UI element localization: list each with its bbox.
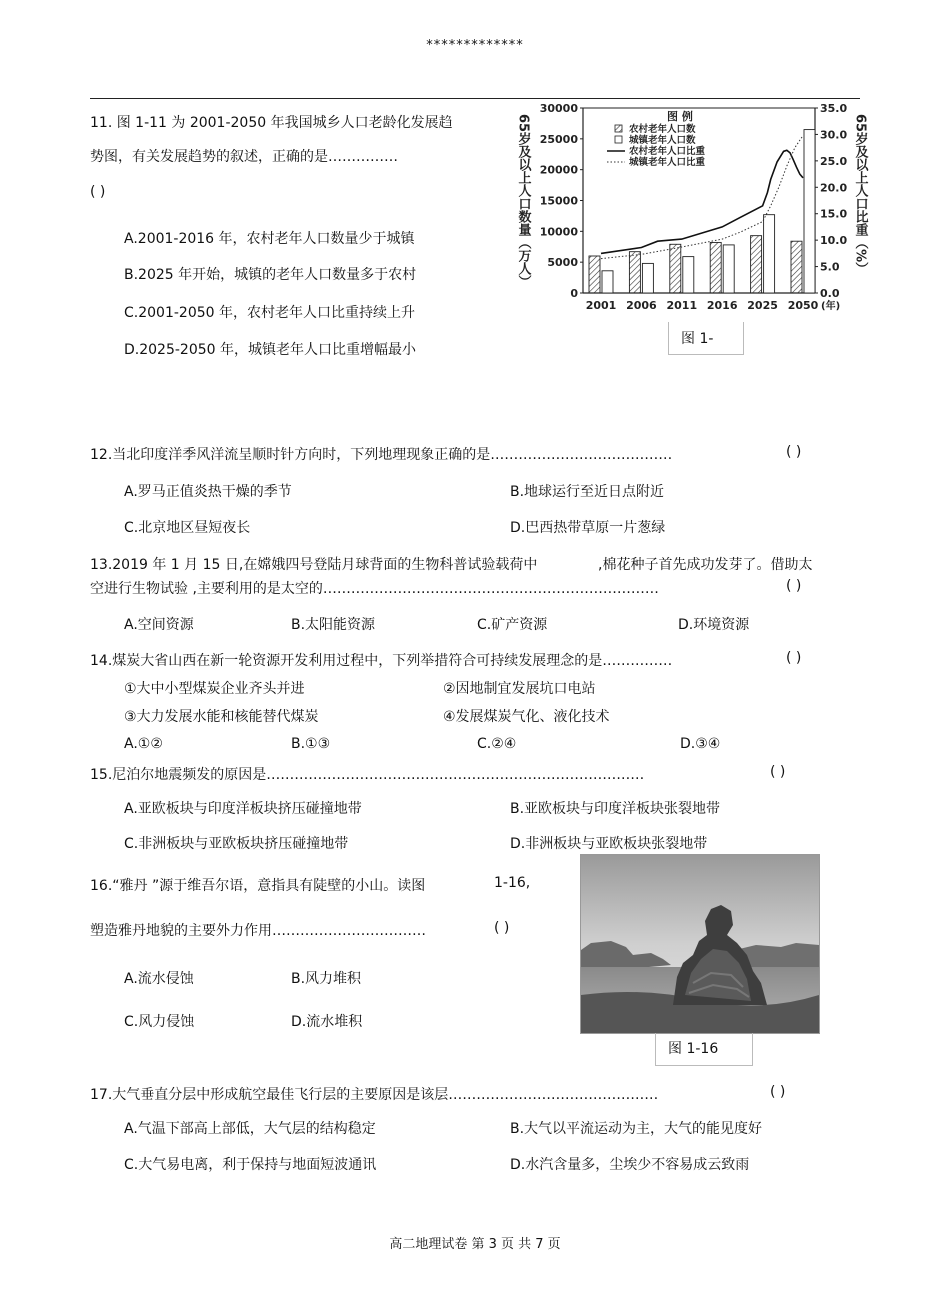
q12-answer-paren: ( ) (786, 444, 802, 460)
q14-item-1: ①大中小型煤炭企业齐头并进 (124, 681, 305, 697)
q16-option-d: D.流水堆积 (291, 1014, 363, 1030)
q14-option-a: A.①② (124, 736, 163, 752)
y2-tick-label: 15.0 (820, 207, 848, 221)
x-tick-label: 2001 (585, 299, 617, 312)
bar-urban-count (723, 245, 734, 293)
aging-chart-svg (515, 100, 870, 320)
legend-title: 图 例 (667, 110, 693, 123)
q15-answer-paren: ( ) (770, 764, 786, 780)
q16-stem-line1a: 16.“雅丹 ”源于维吾尔语，意指具有陡壁的小山。读图 (90, 878, 426, 894)
bar-urban-count (804, 130, 815, 293)
page-footer: 高二地理试卷 第 3 页 共 7 页 (389, 1237, 561, 1252)
q16-option-c: C.风力侵蚀 (124, 1014, 195, 1030)
bar-urban-count (764, 215, 775, 293)
q17-option-a: A.气温下部高上部低，大气层的结构稳定 (124, 1121, 376, 1137)
figure-1-16-caption: 图 1-16 (655, 1033, 753, 1066)
q17-option-d: D.水汽含量多，尘埃少不容易成云致雨 (510, 1157, 750, 1173)
q17-option-c: C.大气易电离，利于保持与地面短波通讯 (124, 1157, 377, 1173)
y-tick-label: 0 (570, 287, 578, 300)
q17-stem: 17.大气垂直分层中形成航空最佳飞行层的主要原因是该层……………………………………… (90, 1087, 659, 1103)
q15-option-b: B.亚欧板块与印度洋板块张裂地带 (510, 801, 721, 817)
q12-stem: 12.当北印度洋季风洋流呈顺时针方向时，下列地理现象正确的是………………………………… (90, 447, 673, 463)
q14-stem: 14.煤炭大省山西在新一轮资源开发利用过程中，下列举措符合可持续发展理念的是…………… (90, 653, 673, 669)
bar-urban-count (642, 263, 653, 293)
y2-tick-label: 5.0 (820, 260, 840, 274)
q16-option-b: B.风力堆积 (291, 971, 362, 987)
legend-swatch-rural-count (615, 125, 622, 132)
q14-option-b: B.①③ (291, 736, 331, 752)
x-tick-label: 2006 (626, 299, 657, 312)
q17-answer-paren: ( ) (770, 1084, 786, 1100)
q16-stem-line1b: 1-16, (494, 875, 531, 891)
q11-option-b: B.2025 年开始，城镇的老年人口数量多于农村 (124, 267, 417, 283)
legend-swatch-urban-count (615, 136, 622, 143)
q14-item-2: ②因地制宜发展坑口电站 (443, 681, 596, 697)
x-tick-label: 2011 (666, 299, 698, 312)
x-unit-label: (年) (821, 301, 841, 312)
y2-tick-label: 20.0 (820, 181, 848, 195)
y2-tick-label: 10.0 (820, 234, 848, 248)
bar-rural-count (751, 236, 762, 293)
bar-rural-count (629, 252, 640, 293)
q14-option-c: C.②④ (477, 736, 517, 752)
bar-rural-count (791, 241, 802, 293)
bar-rural-count (710, 242, 721, 293)
bar-urban-count (602, 271, 613, 293)
bar-rural-count (670, 244, 681, 293)
q13-option-b: B.太阳能资源 (291, 617, 376, 633)
q14-option-d: D.③④ (680, 736, 721, 752)
q11-stem-line2: 势图，有关发展趋势的叙述，正确的是…………… (90, 149, 398, 165)
y-tick-label: 15000 (539, 194, 578, 208)
y2-axis-label: 65岁及以上人口比重（%） (852, 114, 868, 276)
q15-option-c: C.非洲板块与亚欧板块挤压碰撞地带 (124, 836, 349, 852)
q16-option-a: A.流水侵蚀 (124, 971, 194, 987)
bar-rural-count (589, 256, 600, 293)
page-header: ************* (426, 38, 524, 53)
q12-option-d: D.巴西热带草原一片葱绿 (510, 520, 666, 536)
q13-stem-line2: 空进行生物试验 ,主要利用的是太空的……………………………………………………………… (90, 581, 659, 597)
legend-label: 农村老年人口比重 (629, 146, 706, 157)
x-tick-label: 2016 (706, 299, 738, 312)
header-rule (90, 98, 860, 99)
y-tick-label: 30000 (539, 102, 578, 115)
q11-answer-paren: ( ) (90, 184, 106, 200)
q12-option-a: A.罗马正值炎热干燥的季节 (124, 484, 292, 500)
q11-option-c: C.2001-2050 年，农村老年人口比重持续上升 (124, 305, 415, 321)
q12-option-b: B.地球运行至近日点附近 (510, 484, 665, 500)
y-axis-label: 65岁及以上人口数量（万人） (515, 114, 531, 289)
q13-answer-paren: ( ) (786, 578, 802, 594)
yardang-photo (580, 854, 820, 1034)
y-tick-label: 25000 (539, 132, 578, 146)
legend-label: 城镇老年人口比重 (629, 157, 706, 168)
q16-answer-paren: ( ) (494, 920, 510, 936)
q14-item-3: ③大力发展水能和核能替代煤炭 (124, 709, 319, 725)
q11-stem-line1: 11. 图 1-11 为 2001-2050 年我国城乡人口老龄化发展趋 (90, 115, 453, 131)
figure-1-11-caption: 图 1- (668, 322, 744, 355)
q12-option-c: C.北京地区昼短夜长 (124, 520, 251, 536)
q11-option-a: A.2001-2016 年，农村老年人口数量少于城镇 (124, 231, 415, 247)
legend-label: 农村老年人口数 (629, 124, 696, 135)
aging-trend-chart (515, 100, 870, 320)
yardang-landform-image (581, 855, 819, 1033)
y2-tick-label: 25.0 (820, 154, 848, 168)
q13-option-a: A.空间资源 (124, 617, 194, 633)
bar-urban-count (683, 257, 694, 293)
y2-tick-label: 30.0 (820, 128, 848, 142)
q16-stem-line2: 塑造雅丹地貌的主要外力作用…………………………… (90, 923, 426, 939)
q15-stem: 15.尼泊尔地震频发的原因是……………………………………………………………………… (90, 767, 645, 783)
x-tick-label: 2050 (787, 299, 819, 312)
q17-option-b: B.大气以平流运动为主，大气的能见度好 (510, 1121, 763, 1137)
q15-option-d: D.非洲板块与亚欧板块张裂地带 (510, 836, 708, 852)
y-tick-label: 5000 (547, 256, 578, 270)
y2-tick-label: 0.0 (820, 287, 840, 300)
q11-option-d: D.2025-2050 年，城镇老年人口比重增幅最小 (124, 342, 416, 358)
q13-option-d: D.环境资源 (678, 617, 750, 633)
q14-answer-paren: ( ) (786, 650, 802, 666)
y-tick-label: 20000 (539, 163, 578, 177)
x-tick-label: 2025 (747, 299, 778, 312)
q15-option-a: A.亚欧板块与印度洋板块挤压碰撞地带 (124, 801, 362, 817)
chart-legend (607, 109, 706, 168)
q14-item-4: ④发展煤炭气化、液化技术 (443, 709, 610, 725)
q13-stem-line1a: 13.2019 年 1 月 15 日,在嫦娥四号登陆月球背面的生物科普试验载荷中 (90, 557, 538, 573)
q13-stem-line1b: ,棉花种子首先成功发芽了。借助太 (598, 557, 813, 573)
y2-tick-label: 35.0 (820, 102, 848, 115)
legend-label: 城镇老年人口数 (629, 135, 696, 146)
q13-option-c: C.矿产资源 (477, 617, 548, 633)
y-tick-label: 10000 (539, 225, 578, 239)
